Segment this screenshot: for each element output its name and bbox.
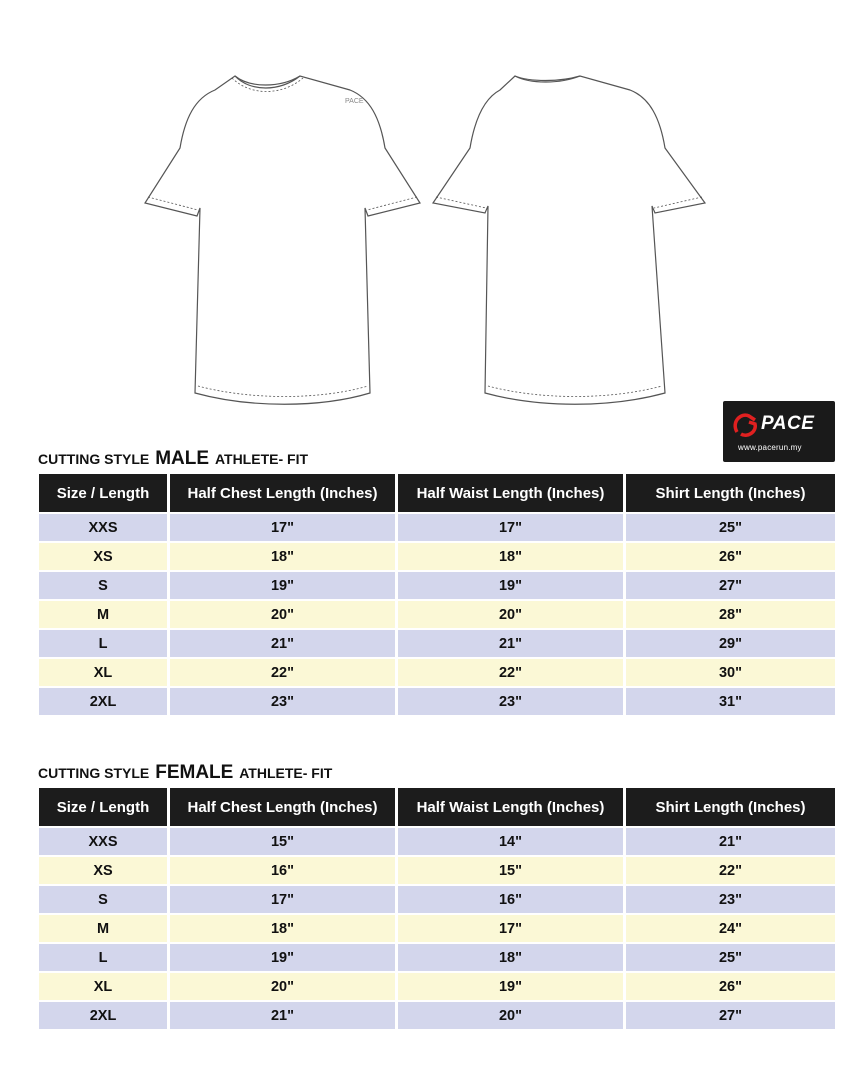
chest-cell: 19" <box>170 944 395 971</box>
chest-cell: 17" <box>170 514 395 541</box>
waist-cell: 20" <box>398 1002 623 1029</box>
female-size-table <box>36 786 838 1031</box>
table-row <box>39 630 835 657</box>
header-size: Size / Length <box>39 474 167 512</box>
male-title-suffix: ATHLETE- FIT <box>214 451 309 467</box>
length-cell: 25" <box>626 944 835 971</box>
chest-cell: 18" <box>170 543 395 570</box>
size-cell: 2XL <box>39 1002 167 1029</box>
header-half-waist: Half Waist Length (Inches) <box>398 788 623 826</box>
table-row <box>39 543 835 570</box>
male-header-row <box>39 474 835 512</box>
header-size: Size / Length <box>39 788 167 826</box>
chest-cell: 15" <box>170 828 395 855</box>
length-cell: 23" <box>626 886 835 913</box>
female-header-row <box>39 788 835 826</box>
size-cell: XXS <box>39 514 167 541</box>
size-cell: 2XL <box>39 688 167 715</box>
length-cell: 30" <box>626 659 835 686</box>
size-cell: L <box>39 630 167 657</box>
male-size-table <box>36 472 838 717</box>
table-row <box>39 659 835 686</box>
chest-cell: 20" <box>170 973 395 1000</box>
pace-url: www.pacerun.my <box>738 443 802 452</box>
male-title-prefix: CUTTING STYLE <box>38 451 150 467</box>
pace-brand-text: PACE <box>761 413 815 434</box>
chest-cell: 21" <box>170 1002 395 1029</box>
size-cell: XXS <box>39 828 167 855</box>
chest-cell: 16" <box>170 857 395 884</box>
size-cell: XS <box>39 543 167 570</box>
size-cell: M <box>39 601 167 628</box>
tshirt-back <box>433 76 705 404</box>
length-cell: 24" <box>626 915 835 942</box>
waist-cell: 23" <box>398 688 623 715</box>
chest-cell: 18" <box>170 915 395 942</box>
header-half-waist: Half Waist Length (Inches) <box>398 474 623 512</box>
tshirt-illustration <box>140 68 720 418</box>
table-row <box>39 915 835 942</box>
waist-cell: 19" <box>398 572 623 599</box>
length-cell: 26" <box>626 973 835 1000</box>
tshirt-front <box>145 76 420 404</box>
table-row <box>39 857 835 884</box>
female-title-suffix: ATHLETE- FIT <box>239 765 333 781</box>
size-cell: S <box>39 572 167 599</box>
table-row <box>39 886 835 913</box>
table-row <box>39 973 835 1000</box>
male-section-title <box>38 448 308 470</box>
waist-cell: 19" <box>398 973 623 1000</box>
waist-cell: 18" <box>398 944 623 971</box>
female-section-title <box>38 762 332 784</box>
waist-cell: 21" <box>398 630 623 657</box>
size-cell: M <box>39 915 167 942</box>
chest-logo: PACE <box>345 98 364 105</box>
table-row <box>39 944 835 971</box>
chest-cell: 23" <box>170 688 395 715</box>
size-cell: XL <box>39 973 167 1000</box>
table-row <box>39 601 835 628</box>
table-row <box>39 828 835 855</box>
size-cell: XL <box>39 659 167 686</box>
length-cell: 27" <box>626 572 835 599</box>
length-cell: 31" <box>626 688 835 715</box>
waist-cell: 17" <box>398 915 623 942</box>
female-title-main: FEMALE <box>155 762 234 783</box>
table-row <box>39 514 835 541</box>
male-title-main: MALE <box>155 448 210 469</box>
pace-mark-icon <box>733 412 759 438</box>
waist-cell: 20" <box>398 601 623 628</box>
size-cell: S <box>39 886 167 913</box>
length-cell: 28" <box>626 601 835 628</box>
waist-cell: 18" <box>398 543 623 570</box>
pace-logo <box>723 401 835 462</box>
chest-cell: 21" <box>170 630 395 657</box>
header-shirt-length: Shirt Length (Inches) <box>626 474 835 512</box>
waist-cell: 14" <box>398 828 623 855</box>
waist-cell: 16" <box>398 886 623 913</box>
length-cell: 29" <box>626 630 835 657</box>
header-half-chest: Half Chest Length (Inches) <box>170 788 395 826</box>
length-cell: 25" <box>626 514 835 541</box>
length-cell: 22" <box>626 857 835 884</box>
table-row <box>39 572 835 599</box>
chest-cell: 17" <box>170 886 395 913</box>
female-title-prefix: CUTTING STYLE <box>38 765 150 781</box>
header-half-chest: Half Chest Length (Inches) <box>170 474 395 512</box>
size-cell: L <box>39 944 167 971</box>
chest-cell: 20" <box>170 601 395 628</box>
chest-cell: 22" <box>170 659 395 686</box>
waist-cell: 15" <box>398 857 623 884</box>
waist-cell: 17" <box>398 514 623 541</box>
table-row <box>39 688 835 715</box>
header-shirt-length: Shirt Length (Inches) <box>626 788 835 826</box>
length-cell: 26" <box>626 543 835 570</box>
length-cell: 21" <box>626 828 835 855</box>
size-cell: XS <box>39 857 167 884</box>
length-cell: 27" <box>626 1002 835 1029</box>
table-row <box>39 1002 835 1029</box>
chest-cell: 19" <box>170 572 395 599</box>
waist-cell: 22" <box>398 659 623 686</box>
